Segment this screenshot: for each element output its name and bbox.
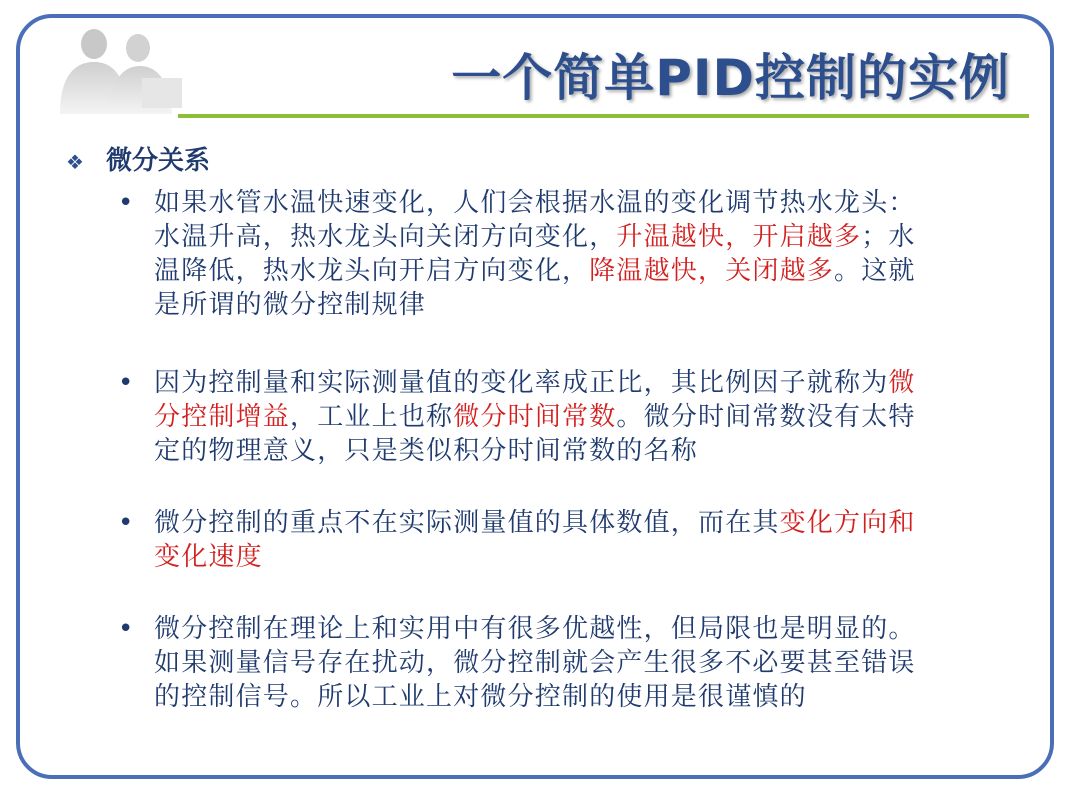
highlighted-text: 分控制增益 — [154, 402, 291, 432]
body-text: 的控制信号。所以工业上对微分控制的使用是很谨慎的 — [154, 682, 807, 712]
body-text: 是所谓的微分控制规律 — [154, 290, 427, 320]
diamond-bullet-icon: ❖ — [66, 150, 84, 174]
highlighted-text: 降温越快，关闭越多 — [589, 256, 835, 286]
bullet-line — [118, 366, 1000, 400]
body-text: ；水 — [861, 222, 916, 252]
highlighted-text: 变化速度 — [154, 542, 263, 572]
bullet-line — [118, 288, 1000, 322]
body-text: 。微分时间常数没有太特 — [616, 402, 916, 432]
business-people-logo — [46, 22, 186, 118]
body-text: 微分控制在理论上和实用中有很多优越性，但局限也是明显的。 — [154, 614, 916, 644]
highlighted-text: 升温越快，开启越多 — [616, 222, 862, 252]
bullet-line — [118, 646, 1000, 680]
body-text: 微分控制的重点不在实际测量值的具体数值，而在其 — [154, 508, 780, 538]
bullet-dot-icon: • — [118, 508, 134, 538]
body-text: 定的物理意义，只是类似积分时间常数的名称 — [154, 436, 699, 466]
highlighted-text: 微 — [888, 368, 916, 398]
body-text: 因为控制量和实际测量值的变化率成正比，其比例因子就称为 — [154, 368, 889, 398]
bullet-line — [118, 506, 1000, 540]
bullet-line — [118, 220, 1000, 254]
body-text: 水温升高，热水龙头向关闭方向变化， — [154, 222, 617, 252]
body-text: 如果测量信号存在扰动，微分控制就会产生很多不必要甚至错误 — [154, 648, 916, 678]
highlighted-text: 微分时间常数 — [453, 402, 617, 432]
bullet-line — [118, 680, 1000, 714]
bullet-dot-icon: • — [118, 368, 134, 398]
bullet-line — [118, 254, 1000, 288]
bullet-line — [118, 186, 1000, 220]
title-underline — [178, 114, 1029, 118]
bullet-dot-icon: • — [118, 188, 134, 218]
bullet-line — [118, 540, 1000, 574]
slide-title: 一个简单PID控制的实例 — [451, 49, 1010, 107]
bullet-item — [118, 186, 1000, 322]
bullet-line — [118, 434, 1000, 468]
section-heading-text: 微分关系 — [106, 146, 211, 176]
bullet-line — [118, 400, 1000, 434]
body-text: 。这就 — [834, 256, 916, 286]
bullet-line — [118, 612, 1000, 646]
body-text: ，工业上也称 — [290, 402, 454, 432]
bullet-item — [118, 366, 1000, 468]
section-heading — [66, 140, 210, 177]
body-text: 如果水管水温快速变化，人们会根据水温的变化调节热水龙头： — [154, 188, 916, 218]
highlighted-text: 变化方向和 — [779, 508, 916, 538]
body-text: 温降低，热水龙头向开启方向变化， — [154, 256, 590, 286]
bullet-item — [118, 612, 1000, 714]
bullet-item — [118, 506, 1000, 574]
bullet-dot-icon: • — [118, 614, 134, 644]
